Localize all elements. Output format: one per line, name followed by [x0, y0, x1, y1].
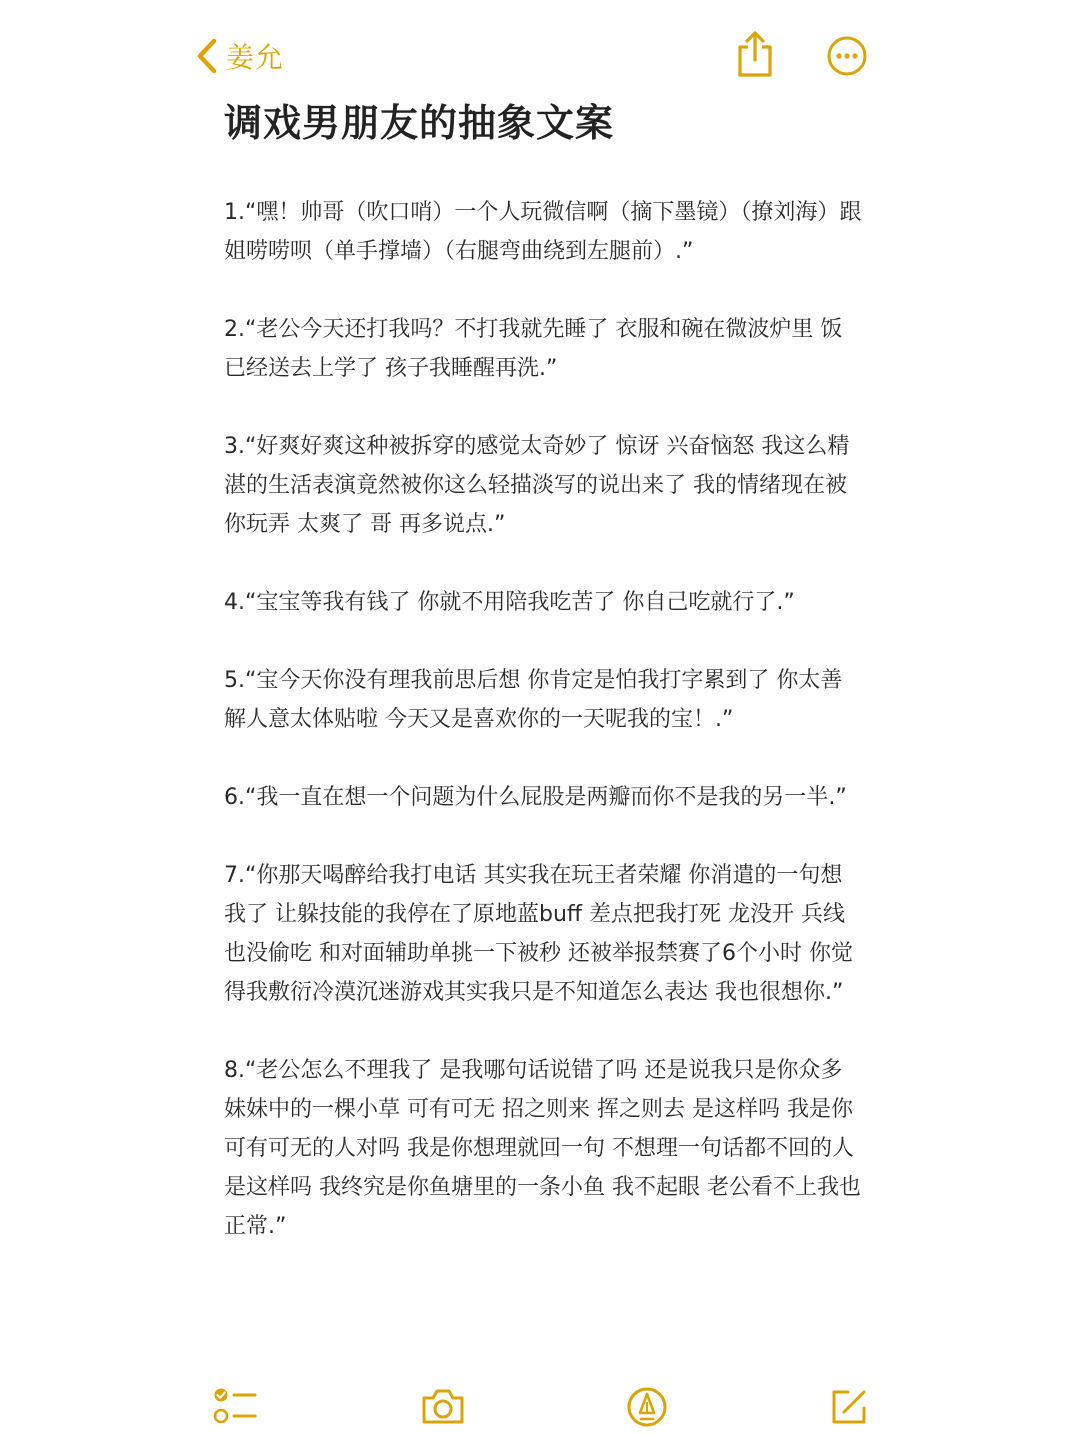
navigation-bar [0, 0, 1080, 100]
note-paragraph: 3.“好爽好爽这种被拆穿的感觉太奇妙了 惊讶 兴奋恼怒 我这么精湛的生活表演竟然被你这么轻描淡写的说出来了 我的情绪现在被你玩弄 太爽了 哥 再多说点.” [224, 434, 850, 537]
note-paragraph: 5.“宝今天你没有理我前思后想 你肯定是怕我打字累到了 你太善解人意太体贴啦 今天又是喜欢你的一天呢我的宝！.” [224, 668, 843, 732]
more-icon [826, 35, 868, 77]
note-title[interactable]: 调戏男朋友的抽象文案 [224, 101, 615, 145]
note-paragraph: 1.“嘿！帅哥（吹口哨）一个人玩微信啊（摘下墨镜）（撩刘海）跟姐唠唠呗（单手撑墙）（右腿弯曲绕到左腿前）.” [224, 200, 862, 264]
note-paragraph: 2.“老公今天还打我吗？不打我就先睡了 衣服和碗在微波炉里 饭已经送去上学了 孩子我睡醒再洗.” [224, 317, 843, 381]
note-paragraph: 8.“老公怎么不理我了 是我哪句话说错了吗 还是说我只是你众多妹妹中的一棵小草 可有可无 招之则来 挥之则去 是这样吗 我是你可有可无的人对吗 我是你想理就回一句 不想理一句话都不回的人 是这样吗 我终究是你鱼塘里的一条小鱼 我不起眼 老公看不上我也正常.” [224, 1058, 861, 1239]
note-body[interactable] [224, 193, 864, 1285]
note-paragraph: 6.“我一直在想一个问题为什么屁股是两瓣而你不是我的另一半.” [224, 785, 847, 810]
back-button[interactable] [196, 34, 284, 78]
checklist-icon [212, 1386, 258, 1426]
note-paragraph: 4.“宝宝等我有钱了 你就不用陪我吃苦了 你自己吃就行了.” [224, 590, 795, 615]
back-label: 姜允 [226, 41, 285, 74]
share-button[interactable] [734, 30, 776, 78]
camera-icon [420, 1386, 466, 1426]
markup-pen-icon [626, 1386, 668, 1428]
checklist-button[interactable] [212, 1386, 258, 1430]
chevron-left-icon [196, 38, 218, 74]
more-button[interactable] [826, 35, 868, 77]
compose-icon [828, 1386, 870, 1428]
note-paragraph: 7.“你那天喝醉给我打电话 其实我在玩王者荣耀 你消遣的一句想我了 让躲技能的我停在了原地蓝buff 差点把我打死 龙没开 兵线也没偷吃 和对面辅助单挑一下被秒 还被举报禁赛了6个小时 你觉得我敷衍冷漠沉迷游戏其实我只是不知道怎么表达 我也很想你.” [224, 863, 853, 1005]
markup-button[interactable] [626, 1386, 668, 1432]
camera-button[interactable] [420, 1386, 466, 1430]
bottom-toolbar [0, 1380, 1080, 1435]
compose-button[interactable] [828, 1386, 870, 1432]
share-icon [734, 30, 776, 78]
